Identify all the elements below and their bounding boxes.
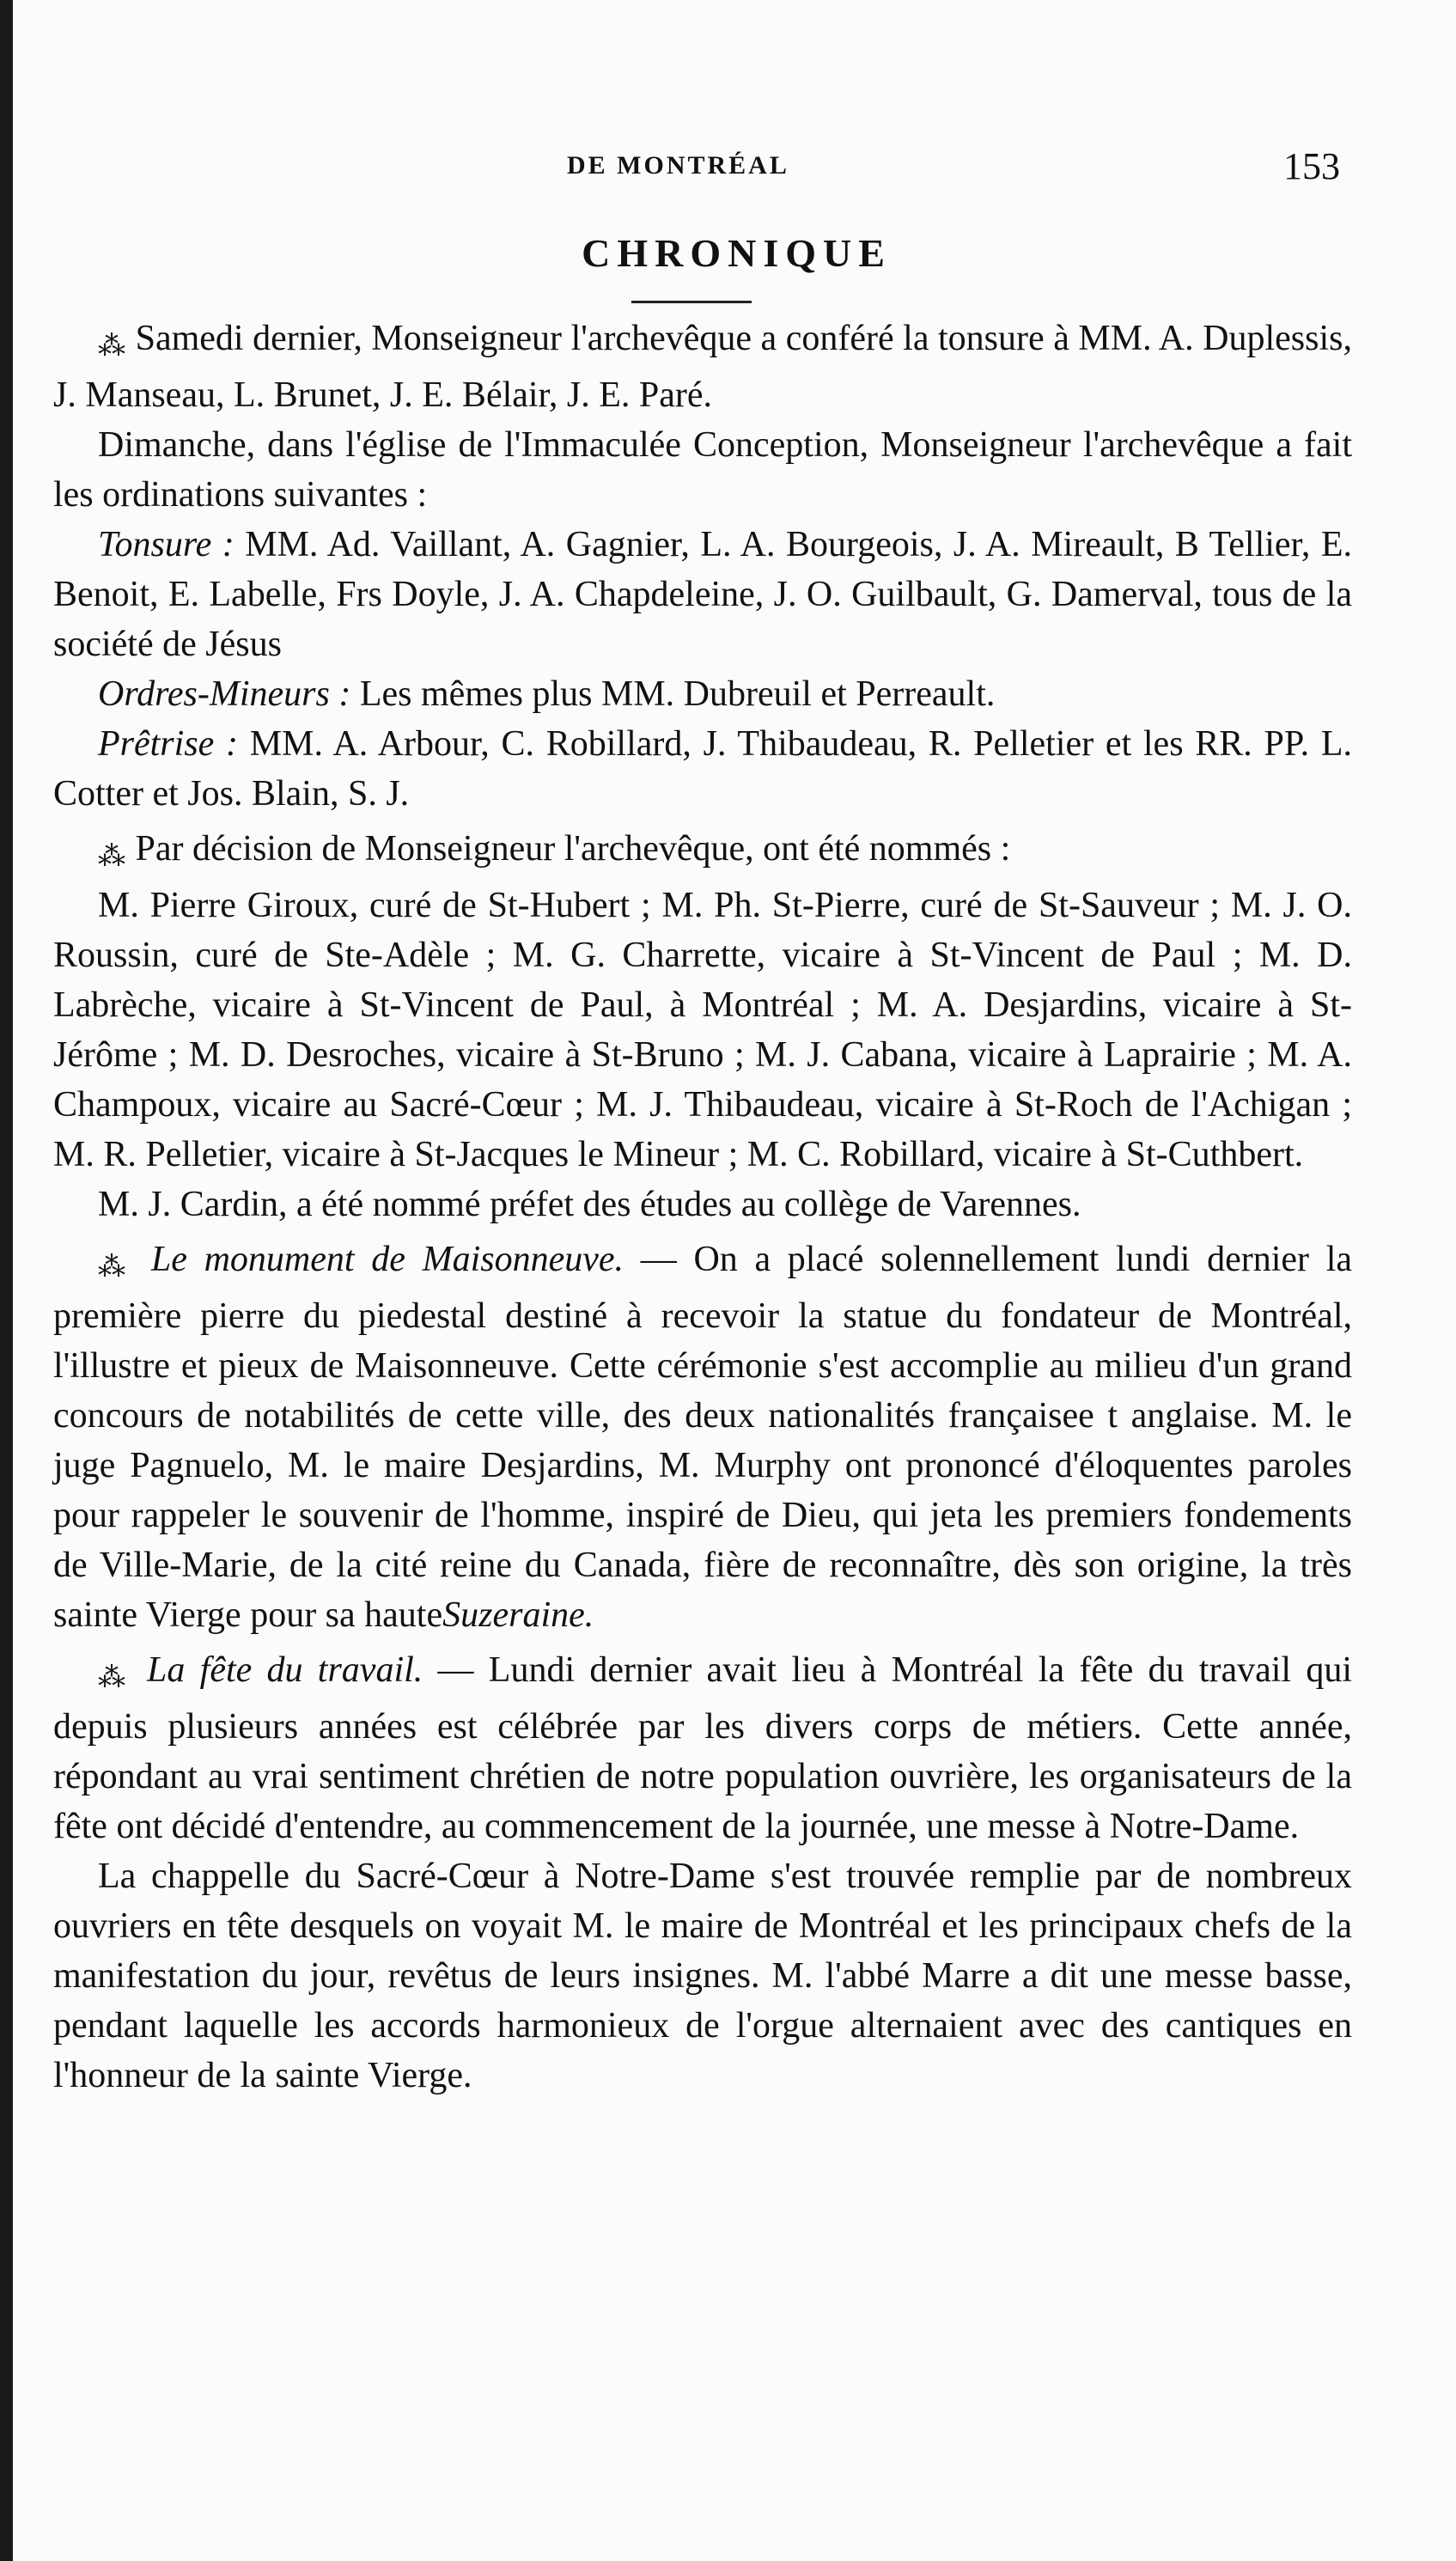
paragraph [53, 881, 1352, 1180]
paragraph-text: MM. Ad. Vaillant, A. Gagnier, L. A. Bourgeois, J. A. Mireault, B Tellier, E. Benoit, E. Labelle, Frs Doyle, J. A. Chapdeleine, J. O. Guilbault, G. Damerval, tous de la société de Jésus [53, 525, 1352, 664]
title-rule [631, 301, 752, 303]
paragraph [53, 520, 1352, 669]
book-spine-edge [0, 0, 13, 2561]
paragraph [53, 824, 1352, 881]
page-number: 153 [1283, 145, 1340, 187]
asterism: ⁂ [98, 1251, 135, 1282]
paragraph-text: Samedi dernier, Monseigneur l'archevêque a conféré la tonsure à MM. A. Duplessis, J. Manseau, L. Brunet, J. E. Bélair, J. E. Paré. [53, 319, 1353, 415]
paragraph-lead: La fête du travail. [147, 1650, 423, 1690]
page-header [0, 144, 1456, 196]
paragraph-lead: Le monument de Maisonneuve. [150, 1240, 624, 1279]
paragraph [53, 1645, 1352, 1851]
paragraph-lead: Prêtrise : [98, 724, 239, 764]
paragraph-tail: Suzeraine. [442, 1595, 594, 1635]
paragraph [53, 719, 1352, 819]
paragraph-text: — Lundi dernier avait lieu à Montréal la fête du travail qui depuis plusieurs années est célébrée par les divers corps de métiers. Cette année, répondant au vrai sentiment chrétien de notre population ouvrière, les organisateurs de la fête ont décidé d'entendre, au commencement de la journée, une messe à Notre-Dame. [53, 1650, 1353, 1846]
paragraph-text: Dimanche, dans l'église de l'Immaculée Conception, Monseigneur l'archevêque a fait les ordinations suivantes : [53, 425, 1352, 515]
paragraph-text: MM. A. Arbour, C. Robillard, J. Thibaudeau, R. Pelletier et les RR. PP. L. Cotter et Jos. Blain, S. J. [53, 724, 1352, 814]
asterism: ⁂ [98, 840, 126, 871]
paragraph-text: Les mêmes plus MM. Dubreuil et Perreault. [350, 674, 996, 714]
paragraph-text: M. J. Cardin, a été nommé préfet des études au collège de Varennes. [98, 1185, 1081, 1224]
paragraph-lead: Tonsure : [98, 525, 235, 564]
paragraph [53, 420, 1352, 520]
paragraph [53, 1235, 1352, 1640]
paragraph [53, 1851, 1352, 2101]
paragraph-text: — On a placé solennellement lundi dernier la première pierre du piedestal destiné à recevoir la statue du fondateur de Montréal, l'illustre et pieux de Maisonneuve. Cette cérémonie s'est accomplie au milieu d'un grand concours de notabilités de cette ville, des deux nationalités françaisee t anglaise. M. le juge Pagnuelo, M. le maire Desjardins, M. Murphy ont prononcé d'éloquentes paroles pour rappeler le souvenir de l'homme, inspiré de Dieu, qui jeta les premiers fondements de Ville-Marie, de la cité reine du Canada, fière de reconnaître, dès son origine, la très sainte Vierge pour sa haute [53, 1240, 1353, 1635]
asterism: ⁂ [98, 1662, 132, 1692]
paragraph-text: Par décision de Monseigneur l'archevêque, ont été nommés : [135, 829, 1011, 869]
paragraph [53, 1180, 1352, 1229]
running-head: DE MONTRÉAL [567, 151, 789, 180]
article-body [53, 314, 1352, 2101]
paragraph-text: La chappelle du Sacré-Cœur à Notre-Dame s'est trouvée remplie par de nombreux ouvriers en tête desquels on voyait M. le maire de Montréal et les principaux chefs de la manifestation du jour, revêtus de leurs insignes. M. l'abbé Marre a dit une messe basse, pendant laquelle les accords harmonieux de l'orgue alternaient avec des cantiques en l'honneur de la sainte Vierge. [53, 1857, 1352, 2095]
section-title: CHRONIQUE [582, 231, 892, 275]
paragraph-lead: Ordres-Mineurs : [98, 674, 351, 714]
paragraph [53, 669, 1352, 719]
paragraph [53, 314, 1352, 420]
asterism: ⁂ [98, 330, 127, 361]
paragraph-text: M. Pierre Giroux, curé de St-Hubert ; M. Ph. St-Pierre, curé de St-Sauveur ; M. J. O. Roussin, curé de Ste-Adèle ; M. G. Charrette, vicaire à St-Vincent de Paul ; M. D. Labrèche, vicaire à St-Vincent de Paul, à Montréal ; M. A. Desjardins, vicaire à St-Jérôme ; M. D. Desroches, vicaire à St-Bruno ; M. J. Cabana, vicaire à Laprairie ; M. A. Champoux, vicaire au Sacré-Cœur ; M. J. Thibaudeau, vicaire à St-Roch de l'Achigan ; M. R. Pelletier, vicaire à St-Jacques le Mineur ; M. C. Robillard, vicaire à St-Cuthbert. [53, 886, 1352, 1174]
